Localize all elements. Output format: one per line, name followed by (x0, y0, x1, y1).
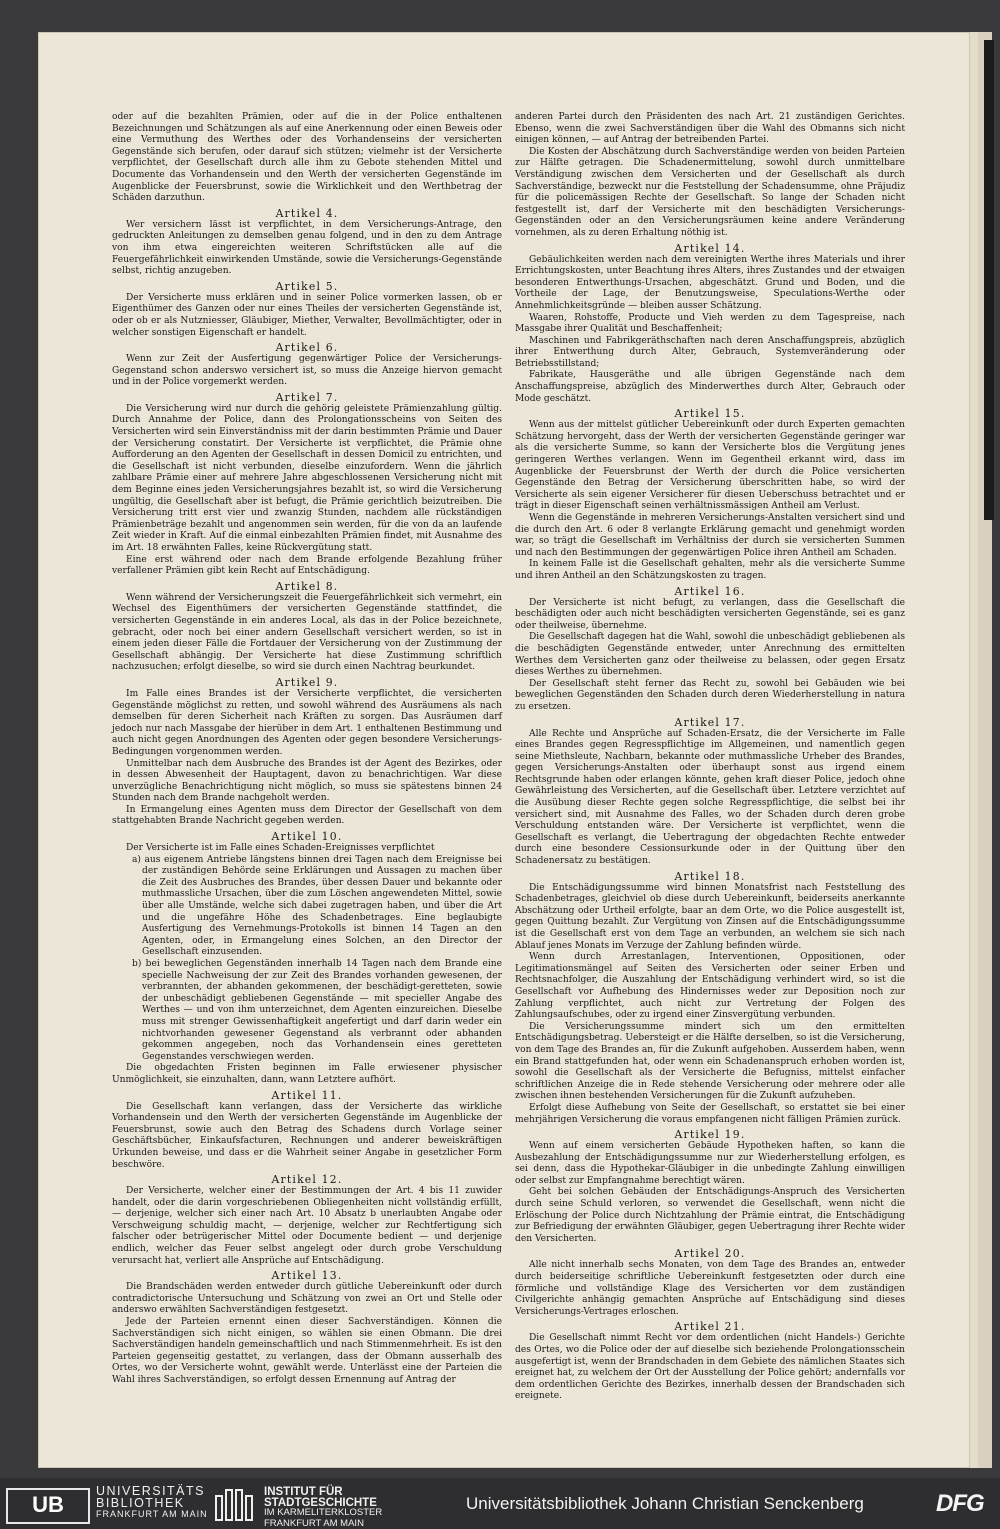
institute-name[interactable] (264, 1487, 382, 1529)
ifs-line-2: STADTGESCHICHTE (264, 1496, 377, 1509)
article-heading: Artikel 15. (674, 407, 746, 421)
paragraph: Der Versicherte, welcher einer der Bestimmungen der Art. 4 bis 11 zuwider handelt, oder die darin vorgeschriebenen Obliegenheiten nicht vollständig erfüllt, — derjenige, welcher sich einer nach Art. 10 Absatz b unerlaubten Angabe oder Verschweigung schuldig macht, — derjenige, welcher zur Rechtfertigung sich falscher oder betrügerischer Mittel oder Documente bedient — und derjenige endlich, welcher das Feuer selbst angelegt oder durch grobe Verschuldung verursacht hat, verliert alle Ansprüche auf Entschädigung. (112, 1186, 502, 1266)
dfg-logo[interactable]: DFG (936, 1490, 984, 1517)
paragraph: Die Gesellschaft nimmt Recht vor dem ordentlichen (nicht Handels-) Gerichte des Ortes, wo die Police oder der auf dieselbe sich beziehende Prolongationsschein ausgefertigt ist, wenn der Brandschaden in dem Gebiete des nämlichen Staates sich ereignet hat, zu welchem der Ort der Ausstellung der Police gehört; andernfalls vor dem ordentlichen Gerichte des Bezirkes, innerhalb dessen der Brandschaden sich ereignete. (515, 1333, 905, 1402)
paragraph: Waaren, Rohstoffe, Producte und Vieh werden zu dem Tagespreise, nach Massgabe ihrer Qualität und Beschaffenheit; (515, 312, 905, 335)
article-heading: Artikel 9. (275, 675, 339, 689)
ifs-line-4: FRANKFURT AM MAIN (264, 1517, 364, 1529)
ub-name[interactable] (96, 1486, 208, 1521)
paragraph: Alle Rechte und Ansprüche auf Schaden-Ersatz, die der Versicherte im Falle eines Brandes gegen Regresspflichtige im Allgemeinen, und namentlich gegen seine Miethsleute, Nachbarn, bekannte oder muthmassliche Urheber des Brandes, gegen Versicherungs-Anstalten oder überhaupt sonst aus irgend einem Rechtsgrunde haben oder erlangen könnte, gehen kraft dieser Police, jedoch ohne Gewährleistung des Versicherten, auf die Gesellschaft über. Letztere verzichtet auf die Ausübung dieser Rechte gegen solche Regresspflichtige, die selbst bei ihr versichert sind, mit Ausnahme des Falles, wo der Schaden durch deren grobe Verschuldung entstanden wäre. Der Versicherte ist verpflichtet, wenn die Gesellschaft es verlangt, die Uebertragung der obgedachten Rechte entweder durch eine besondere Cessionsurkunde oder in der Quittung über den Schadenersatz zu bestätigen. (515, 728, 905, 867)
article-heading: Artikel 7. (275, 390, 339, 404)
paragraph: Geht bei solchen Gebäuden der Entschädigungs-Anspruch des Versicherten durch seine Schuld verloren, so verwendet die Gesellschaft, wenn nicht die Erlöschung der Police durch Nichtzahlung der Prämie eintrat, die Entschädigung zur Befriedigung der erwähnten Gläubiger, gegen Uebertragung ihrer Rechte wider den Versicherten. (515, 1187, 905, 1244)
paragraph: Fabrikate, Hausgeräthe und alle übrigen Gegenstände nach dem Anschaffungspreise, abzüglich des Minderwerthes durch Alter, Gebrauch oder Mode geschätzt. (515, 370, 905, 404)
ub-line-1: UNIVERSITÄTS (96, 1484, 205, 1498)
paragraph: Der Versicherte ist nicht befugt, zu verlangen, dass die Gesellschaft die beschädigten oder auch nicht beschädigten versicherten Gegenstände, sei es ganz oder theilweise, übernehme. (515, 597, 905, 631)
paragraph: Wer versichern lässt ist verpflichtet, in dem Versicherungs-Antrage, den gedruckten Anleitungen zu demselben genau folgend, und in den zu dem Antrage von ihm etwa eingereichten weiteren Schriftstücken alle auf die Feuergefährlichkeit einwirkenden Umstände, sowie die Versicherungs-Gegenstände selbst, richtig anzugeben. (112, 219, 502, 277)
text-column-left (112, 112, 502, 1387)
ub-line-2: BIBLIOTHEK (96, 1495, 185, 1510)
list-item: b) bei beweglichen Gegenständen innerhalb 14 Tagen nach dem Brande eine specielle Nachweisung der zur Zeit des Brandes vorhanden gewesenen, der verbrannten, der abhanden gekommenen, der beschädigt-geretteten, sowie der unbeschädigt gebliebenen Gegenstände — mit specieller Angabe des Werthes — und von ihm unterzeichnet, dem Agenten einzureichen. Dieselbe muss mit strenger Gewissenhaftigkeit angefertigt und darf darin weder ein nichtvorhanden gewesener Gegenstand als verbrannt oder abhanden gekommen angegeben, noch das Vorhandensein eines geretteten Gegenstandes verschwiegen werden. (132, 959, 502, 1062)
paragraph: Die Kosten der Abschätzung durch Sachverständige werden von beiden Parteien zur Hälfte getragen. Die Schadenermittelung, sowohl durch unmittelbare Verständigung zwischen dem Versicherten und der Gesellschaft als durch Sachverständige, bezweckt nur die Feststellung der Schadensumme, ohne Präjudiz für die policemässigen Rechte der Gesellschaft. So lange der Schaden nicht festgestellt ist, darf der Versicherte mit den beschädigten Versicherungs-Gegenständen oder an den Versicherungsräumen keine andere Veränderung vornehmen, als zu deren Erhaltung nöthig ist. (515, 146, 905, 238)
library-title: Universitätsbibliothek Johann Christian Senckenberg (466, 1494, 864, 1513)
page-edge (970, 32, 978, 1468)
paragraph: Alle nicht innerhalb sechs Monaten, von dem Tage des Brandes an, entweder durch beiderseitige schriftliche Uebereinkunft festgesetzten oder durch eine förmliche und vollständige Klage des Versicherten vor dem zuständigen Civilgerichte anhängig gemachten Ansprüche auf Entschädigung sind dieses Versicherungs-Vertrages erloschen. (515, 1260, 905, 1317)
article-heading: Artikel 13. (271, 1269, 343, 1283)
paragraph: Erfolgt diese Aufhebung von Seite der Gesellschaft, so erstattet sie bei einer mehrjährigen Versicherung die voraus empfangenen nicht fälligen Prämien zurück. (515, 1102, 905, 1125)
article-heading: Artikel 20. (674, 1247, 746, 1261)
ifs-line-3: IM KARMELITERKLOSTER (264, 1507, 383, 1518)
paragraph: Die Gesellschaft kann verlangen, dass der Versicherte das wirkliche Vorhandensein und den Werth der versicherten Gegenstände im Augenblicke der Feuersbrunst, sowie auch den Betrag des Schadens durch Vorlage seiner Geschäftsbücher, Einkaufsfacturen, Rechnungen und anderer beweiskräftigen Urkunden beweise, und dass er die Wahrheit seiner Angabe in gesetzlicher Form beschwöre. (112, 1101, 502, 1170)
paragraph: In keinem Falle ist die Gesellschaft gehalten, mehr als die versicherte Summe und ihren Antheil an den Schätzungskosten zu tragen. (515, 559, 905, 581)
ub-logo[interactable]: UB (6, 1488, 90, 1524)
paragraph: Eine erst während oder nach dem Brande erfolgende Bezahlung früher verfallener Prämien gibt kein Recht auf Entschädigung. (112, 554, 502, 577)
paragraph: Die Gesellschaft dagegen hat die Wahl, sowohl die unbeschädigt gebliebenen als die beschädigten Gegenstände entweder, unter Anrechnung des ermittelten Werthes dem Versicherten ganz oder theilweise zu belassen, oder gegen Ersatz dieses Werthes zu übernehmen. (515, 632, 905, 678)
viewer-footer (0, 1478, 1000, 1529)
paragraph: oder auf die bezahlten Prämien, oder auf die in der Police enthaltenen Bezeichnungen und Schätzungen als auf eine Anerkennung oder einen Beweis oder eine Vermuthung des Werthes oder des Vorhandenseins der versicherten Gegenstände sich berufen, oder darauf sich stützen; vielmehr ist der Versicherte verpflichtet, der Gesellschaft durch alle ihm zu Gebote stehenden Mittel und Documente das Vorhandensein und den Werth der versicherten Gegenstände im Augenblicke der Feuersbrunst, sowie die Wirklichkeit und den Werthbetrag der Schäden darzuthun. (112, 112, 502, 204)
article-heading: Artikel 19. (674, 1128, 746, 1142)
article-heading: Artikel 21. (674, 1320, 746, 1334)
paragraph: Wenn aus der mittelst gütlicher Uebereinkunft oder durch Experten gemachten Schätzung hervorgeht, dass der Werth der versicherten Gegenstände geringer war als die versicherte Summe, so kann der Versicherte blos die Vergütung jenes geringeren Werthes verlangen. Wenn im Gegentheil erkannt wird, dass im Augenblicke der Feuersbrunst der Werth der durch die Police versicherten Gegenstände den Betrag der Versicherung überschritten habe, so wird der Versicherte als sein eigener Versicherer für diesen Ueberschuss betrachtet und er trägt in dieser Eigenschaft seinen verhältnissmässigen Antheil am Verlust. (515, 420, 905, 512)
paragraph: Die obgedachten Fristen beginnen im Falle erwiesener physischer Unmöglichkeit, sie einzuhalten, dann, wann Letztere aufhört. (112, 1063, 502, 1085)
article-heading: Artikel 18. (674, 869, 746, 883)
paragraph: Der Versicherte muss erklären und in seiner Police vormerken lassen, ob er Eigenthümer des Ganzen oder nur eines Theiles der versicherten Gegenstände ist, oder ob er als Nutzniesser, Gläubiger, Miether, Verwalter, Bevollmächtigter, oder in welcher sonstigen Eigenschaft er handelt. (112, 292, 502, 338)
ub-line-3: FRANKFURT AM MAIN (96, 1509, 208, 1519)
article-heading: Artikel 10. (271, 830, 343, 844)
article-heading: Artikel 8. (275, 579, 339, 593)
article-heading: Artikel 6. (275, 341, 339, 355)
paragraph: Gebäulichkeiten werden nach dem vereinigten Werthe ihres Materials und ihrer Errichtungskosten, unter Beachtung ihres Alters, ihres Zustandes und der etwaigen besonderen Entwerthungs-Ursachen, abgeschätzt. Grund und Boden, und die Vortheile der Lage, der Benutzungsweise, Speculations-Werthe oder Annehmlichkeitsgründe — bleiben ausser Schätzung. (515, 254, 905, 311)
paragraph: Unmittelbar nach dem Ausbruche des Brandes ist der Agent des Bezirkes, oder in dessen Abwesenheit der Hauptagent, davon zu benachrichtigen. War diese unverzügliche Benachrichtigung nicht möglich, so muss sie spätestens binnen 24 Stunden nach dem Brande nachgeholt werden. (112, 758, 502, 804)
paragraph: Wenn die Gegenstände in mehreren Versicherungs-Anstalten versichert sind und die durch den Art. 6 oder 8 verlangte Erklärung gemacht und genehmigt worden war, so trägt die Gesellschaft im Verhältniss der durch sie versicherten Summen und nach den Bestimmungen der gegenwärtigen Police ihren Antheil am Schaden. (515, 513, 905, 558)
ifs-line-1: INSTITUT FÜR (264, 1486, 343, 1498)
paragraph: In Ermangelung eines Agenten muss dem Director der Gesellschaft von dem stattgehabten Brande Nachricht gegeben werden. (112, 804, 502, 827)
paragraph: Wenn auf einem versicherten Gebäude Hypotheken haften, so kann die Ausbezahlung der Entschädigungssumme nur zur Wiederherstellung erfolgen, es sei denn, dass die Hypothekar-Gläubiger in die unbedingte Zahlung einwilligen oder selbst zur Empfangnahme berechtigt wären. (515, 1141, 905, 1186)
paragraph: Maschinen und Fabrikgeräthschaften nach deren Anschaffungspreis, abzüglich ihrer Entwerthung durch Alter, Gebrauch, Systemveränderung oder Betriebsstillstand; (515, 335, 905, 369)
text-column-right (515, 112, 905, 1403)
paragraph: Die Versicherung wird nur durch die gehörig geleistete Prämienzahlung gültig. Durch Annahme der Police, dann des Prolongationsscheins von Seiten des Versicherten wird sein Einverständniss mit der darin bestimmten Prämie und Dauer der Versicherung constatirt. Der Versicherte ist verpflichtet, die Prämie ohne Aufforderung an den Agenten der Gesellschaft in dessen Domicil zu entrichten, und die Gesellschaft ist nicht verbunden, dieselbe einzufordern. Wenn die jährlich zahlbare Prämie einer auf mehrere Jahre abgeschlossenen Versicherung nicht mit dem Beginne eines jeden Versicherungsjahres bezahlt ist, so wird die Versicherung ungültig, die Gesellschaft aber ist befugt, die Prämie gerichtlich beizutreiben. Die Versicherung tritt erst vier und zwanzig Stunden, nachdem alle rückständigen Prämienbeträge bezahlt und angenommen sein werden, für die von da an laufende Zeit wieder in Kraft. Auf die einmal einbezahlten Prämien findet, mit Ausnahme des im Art. 18 erwähnten Falles, keine Rückvergütung statt. (112, 403, 502, 553)
paragraph: anderen Partei durch den Präsidenten des nach Art. 21 zuständigen Gerichtes. Ebenso, wenn die zwei Sachverständigen über die Wahl des Obmanns sich nicht einigen können, — auf Antrag der betreibenden Partei. (515, 112, 905, 146)
paragraph: Im Falle eines Brandes ist der Versicherte verpflichtet, die versicherten Gegenstände möglichst zu retten, und sowohl während des Ausräumens als nach demselben für deren Sicherheit nach Kräften zu sorgen. Das Ausräumen darf jedoch nur nach Massgabe der hierüber in dem Art. 1 enthaltenen Bestimmung und auch nicht gegen Anordnungen des Agenten oder gegen besondere Versicherungs-Bedingungen vorgenommen werden. (112, 688, 502, 757)
paragraph: Jede der Parteien ernennt einen dieser Sachverständigen. Können die Sachverständigen sich nicht einigen, so wählen sie einen Obmann. Die drei Sachverständigen handeln gemeinschaftlich und nach Stimmenmehrheit. Es ist den Parteien gegenseitig gestattet, zu verlangen, dass der Obmann ausserhalb des Ortes, wo der Versicherte wohnt, gewählt werde. Unterlässt eine der Parteien die Wahl ihres Sachverständigen, so erfolgt dessen Ernennung auf Antrag der (112, 1317, 502, 1385)
paragraph: Die Versicherungssumme mindert sich um den ermittelten Entschädigungsbetrag. Uebersteigt er die Hälfte derselben, so ist die Versicherung, von dem Tage des Brandes an, für die Zukunft aufgehoben. Ausserdem haben, wenn ein Brand stattgefunden hat, oder wenn ein Schadenanspruch erhoben worden ist, sowohl die Gesellschaft als der Versicherte die Befugniss, mittelst einfacher schriftlichen Anzeige die in Rede stehende Versicherung oder mehrere oder alle zwischen ihnen bestehenden Versicherungen für die Zukunft aufzuheben. (515, 1021, 905, 1102)
list-item: a) aus eigenem Antriebe längstens binnen drei Tagen nach dem Ereignisse bei der zuständigen Behörde seine Erklärungen und Aussagen zu machen über die Zeit des Ausbruches des Brandes, über dessen Dauer und bekannte oder muthmassliche Ursachen, über die zum Löschen angewendeten Mittel, sowie über alle Umstände, welche sich dabei zugetragen haben, und über die Art und die ungefähre Höhe des Schadenbetrages. Eine beglaubigte Ausfertigung des Vernehmungs-Protokolls ist binnen 14 Tagen an den Agenten, oder, in Ermangelung eines Solchen, an den Director der Gesellschaft einzusenden. (132, 854, 502, 958)
article-heading: Artikel 16. (674, 584, 746, 598)
article-heading: Artikel 12. (271, 1173, 343, 1187)
article-heading: Artikel 11. (271, 1088, 343, 1102)
paragraph: Der Gesellschaft steht ferner das Recht zu, sowohl bei Gebäuden wie bei beweglichen Gegenständen den Schaden durch deren Wiederherstellung in natura zu ersetzen. (515, 678, 905, 712)
article-heading: Artikel 14. (674, 241, 746, 255)
article-heading: Artikel 5. (275, 279, 339, 293)
institute-building-icon[interactable] (214, 1486, 254, 1522)
paragraph: Wenn zur Zeit der Ausfertigung gegenwärtiger Police der Versicherungs-Gegenstand schon anderswo versichert ist, so muss die Anzeige hiervon gemacht und in der Police vorgemerkt werden. (112, 354, 502, 388)
paragraph: Der Versicherte ist im Falle eines Schaden-Ereignisses verpflichtet (126, 843, 435, 854)
paragraph: Wenn durch Arrestanlagen, Interventionen, Oppositionen, oder Legitimationsmängel auf Seiten des Versicherten oder seiner Erben und Rechtsnachfolger, die Auszahlung der Entschädigung verhindert wird, so ist die Gesellschaft vor Aufhebung des Hindernisses weder zur Deposition noch zur Zahlung verpflichtet, auch nicht zur Vertretung der Folgen des Zahlungsaufschubes, oder zu irgend einer Zinsvergütung verbunden. (515, 952, 905, 1021)
article-heading: Artikel 17. (674, 715, 746, 729)
paragraph: Die Brandschäden werden entweder durch gütliche Uebereinkunft oder durch contradictorische Untersuchung und Schätzung von zwei an Ort und Stelle oder anderswo erwählten Sachverständigen festgesetzt. (112, 1282, 502, 1316)
binding-strip (984, 40, 994, 520)
article-heading: Artikel 4. (275, 206, 339, 220)
paragraph: Die Entschädigungssumme wird binnen Monatsfrist nach Feststellung des Schadenbetrages, gleichviel ob diese durch Uebereinkunft, beiderseits anerkannte Abschätzung oder Urtheil erfolgte, baar an dem Orte, wo die Police ausgestellt ist, gegen Quittung bezahlt. Zur Vergütung von Zinsen auf die Entschädigungssumme ist die Gesellschaft erst von dem Tage an verbunden, an welchem sie sich nach Ablauf jenes Monats im Verzuge der Zahlung befinden würde. (515, 882, 905, 951)
paragraph: Wenn während der Versicherungszeit die Feuergefährlichkeit sich vermehrt, ein Wechsel des Eigenthümers der versicherten Gegenstände stattfindet, die versicherten Gegenstände in ein anderes Local, als das in der Police bezeichnete, gebracht, oder noch bei einer andern Gesellschaft versichert werden, so ist in einem jeden dieser Fälle die Fortdauer der Versicherung von der Zustimmung der Gesellschaft abhängig. Der Versicherte hat diese Zustimmung schriftlich nachzusuchen; erfolgt dieselbe, so wird sie durch einen Nachtrag beurkundet. (112, 592, 502, 673)
